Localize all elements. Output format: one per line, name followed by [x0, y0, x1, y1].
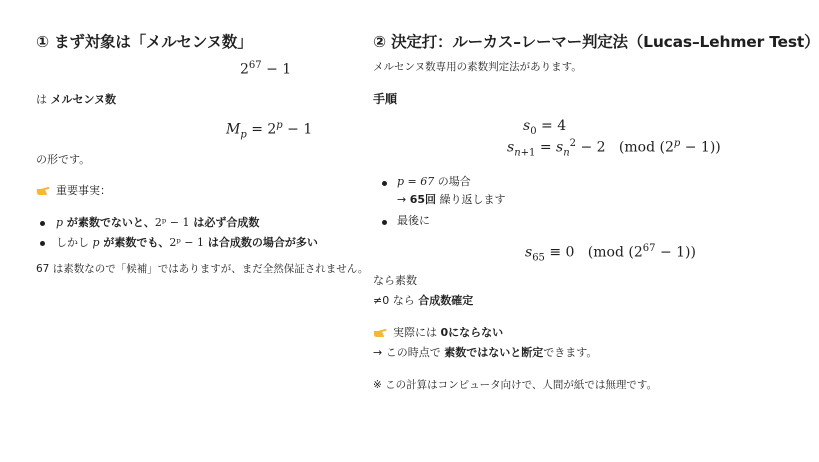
key-facts-label: 重要事実：: [36, 184, 111, 198]
form-line: の形です。: [36, 153, 91, 166]
if-composite-line: ≠0 なら 合成数確定: [373, 294, 474, 307]
bullet-prime-exponent: しかし p が素数でも、2ᵖ − 1 は合成数の場合が多い: [56, 236, 318, 249]
equation-recurrence: $s_{n+1} = s_n^2 - 2$ (mod $(2^p - 1)$): [507, 138, 721, 159]
procedure-label: 手順: [373, 92, 398, 106]
if-prime-line: なら素数: [373, 274, 417, 287]
section-heading-lucas-lehmer: ② 決定打：ルーカス–レーマー判定法（Lucas–Lehmer Test）: [373, 33, 819, 51]
pointing-hand-icon: [373, 326, 387, 338]
formula-mp: $M_p = 2^p - 1$: [226, 120, 313, 141]
equation-s65: $s_{65} \equiv 0$ (mod $(2^{67} - 1)$): [525, 243, 696, 264]
bullet-composite-exponent: p が素数でないと、2ᵖ − 1 は必ず合成数: [56, 216, 260, 229]
formula-2-67-minus-1: $2^{67} - 1$: [240, 60, 292, 78]
candidate-note: 67 は素数なので「候補」ではありますが、まだ全然保証されません。: [36, 263, 369, 275]
equation-s0: $s_0 = 4$: [523, 118, 567, 137]
footnote: ※ この計算はコンピュータ向けで、人間が紙では無理です。: [373, 379, 658, 391]
actual-result-line: 実際には 0にならない: [373, 326, 503, 340]
intro-line: メルセンヌ数専用の素数判定法があります。: [373, 61, 582, 73]
conclusion-line: → この時点で 素数ではないと断定できます。: [373, 346, 598, 359]
bullet-p67: p = 67 の場合: [397, 175, 471, 188]
bullet-finally: 最後に: [397, 214, 430, 227]
pointing-hand-icon: [36, 184, 50, 196]
section-heading-mersenne: ① まず対象は「メルセンヌ数」: [36, 33, 253, 51]
mersenne-line: は メルセンヌ数: [36, 93, 117, 106]
bullet-p67-detail: → 65回 繰り返します: [397, 193, 506, 206]
